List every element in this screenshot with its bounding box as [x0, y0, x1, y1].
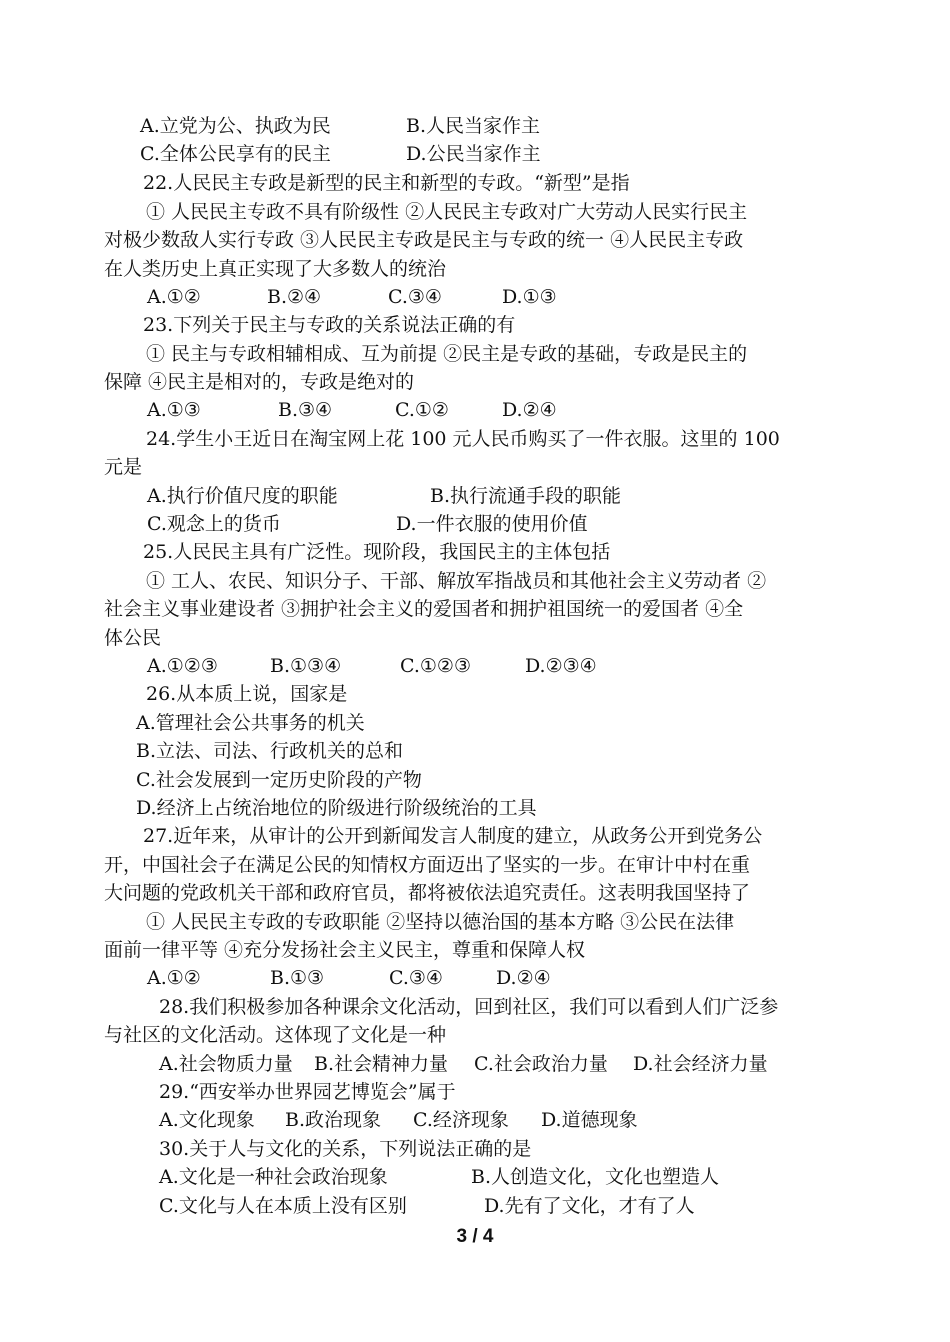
q22-option-b: B.②④ [267, 286, 322, 308]
q23-body-line: ① 民主与专政相辅相成、互为前提 ②民主是专政的基础，专政是民主的 [146, 343, 748, 365]
q27-body-line: 开，中国社会子在满足公民的知情权方面迈出了坚实的一步。在审计中村在重 [104, 854, 751, 876]
q25-stem: 25.人民民主具有广泛性。现阶段，我国民主的主体包括 [143, 541, 611, 563]
q29-option-b: B.政治现象 [285, 1109, 382, 1131]
q27-option-c: C.③④ [389, 967, 443, 989]
q23-option-a: A.①③ [147, 399, 201, 421]
q23-body-line: 保障 ④民主是相对的，专政是绝对的 [104, 371, 415, 393]
q27-option-d: D.②④ [496, 967, 551, 989]
q25-body-line: 社会主义事业建设者 ③拥护社会主义的爱国者和拥护祖国统一的爱国者 ④全 [104, 598, 744, 620]
q28-option-d: D.社会经济力量 [633, 1053, 768, 1075]
q25-option-c: C.①②③ [400, 655, 471, 677]
q25-body-line: ① 工人、农民、知识分子、干部、解放军指战员和其他社会主义劳动者 ② [146, 570, 767, 592]
q28-option-a: A.社会物质力量 [159, 1053, 293, 1075]
q24-stem: 24.学生小王近日在淘宝网上花 100 元人民币购买了一件衣服。这里的 100 [146, 428, 780, 450]
q29-option-d: D.道德现象 [541, 1109, 638, 1131]
q27-body-line: 面前一律平等 ④充分发扬社会主义民主，尊重和保障人权 [104, 939, 586, 961]
q26-option-b: B.立法、司法、行政机关的总和 [136, 740, 404, 762]
q22-body-line: 在人类历史上真正实现了大多数人的统治 [104, 258, 447, 280]
q23-option-d: D.②④ [502, 399, 557, 421]
q22-option-a: A.①② [147, 286, 201, 308]
q28-option-b: B.社会精神力量 [314, 1053, 449, 1075]
q22-option-c: C.③④ [388, 286, 442, 308]
q30-stem: 30.关于人与文化的关系，下列说法正确的是 [159, 1138, 532, 1160]
q26-stem: 26.从本质上说，国家是 [146, 683, 348, 705]
q24-option-d: D.一件衣服的使用价值 [396, 513, 588, 535]
q21-option-a: A.立党为公、执政为民 [140, 115, 331, 137]
q24-option-b: B.执行流通手段的职能 [430, 485, 622, 507]
q24-option-c: C.观念上的货币 [147, 513, 281, 535]
q25-option-b: B.①③④ [270, 655, 342, 677]
q30-option-d: D.先有了文化，才有了人 [484, 1195, 695, 1217]
q27-body-line: ① 人民民主专政的专政职能 ②坚持以德治国的基本方略 ③公民在法律 [146, 911, 735, 933]
q30-option-c: C.文化与人在本质上没有区别 [159, 1195, 407, 1217]
q30-option-b: B.人创造文化，文化也塑造人 [471, 1166, 720, 1188]
q22-body-line: ① 人民民主专政不具有阶级性 ②人民民主专政对广大劳动人民实行民主 [146, 201, 748, 223]
q21-option-b: B.人民当家作主 [406, 115, 541, 137]
q25-body-line: 体公民 [104, 627, 162, 649]
q27-body-line: 大问题的党政机关干部和政府官员，都将被依法追究责任。这表明我国坚持了 [104, 882, 751, 904]
q28-stem-cont: 与社区的文化活动。这体现了文化是一种 [104, 1024, 447, 1046]
q26-option-a: A.管理社会公共事务的机关 [136, 712, 365, 734]
q29-option-a: A.文化现象 [159, 1109, 255, 1131]
q26-option-d: D.经济上占统治地位的阶级进行阶级统治的工具 [136, 797, 537, 819]
q23-option-c: C.①② [395, 399, 449, 421]
q24-option-a: A.执行价值尺度的职能 [147, 485, 338, 507]
q23-stem: 23.下列关于民主与专政的关系说法正确的有 [143, 314, 516, 336]
q26-option-c: C.社会发展到一定历史阶段的产物 [136, 769, 422, 791]
q23-option-b: B.③④ [278, 399, 333, 421]
q25-option-d: D.②③④ [525, 655, 597, 677]
q29-option-c: C.经济现象 [413, 1109, 509, 1131]
q29-stem: 29.“西安举办世界园艺博览会”属于 [159, 1081, 456, 1103]
q22-option-d: D.①③ [502, 286, 557, 308]
q30-option-a: A.文化是一种社会政治现象 [159, 1166, 388, 1188]
q28-option-c: C.社会政治力量 [474, 1053, 608, 1075]
q27-stem: 27.近年来，从审计的公开到新闻发言人制度的建立，从政务公开到党务公 [143, 825, 763, 847]
q28-stem: 28.我们积极参加各种课余文化活动，回到社区，我们可以看到人们广泛参 [159, 996, 779, 1018]
page-number: 3 / 4 [456, 1226, 494, 1247]
q22-stem: 22.人民民主专政是新型的民主和新型的专政。“新型”是指 [143, 172, 630, 194]
q21-option-c: C.全体公民享有的民主 [140, 143, 331, 165]
q27-option-a: A.①② [147, 967, 201, 989]
q21-option-d: D.公民当家作主 [406, 143, 541, 165]
q27-option-b: B.①③ [270, 967, 325, 989]
q25-option-a: A.①②③ [147, 655, 218, 677]
q24-stem-cont: 元是 [104, 456, 143, 478]
q22-body-line: 对极少数敌人实行专政 ③人民民主专政是民主与专政的统一 ④人民民主专政 [104, 229, 744, 251]
